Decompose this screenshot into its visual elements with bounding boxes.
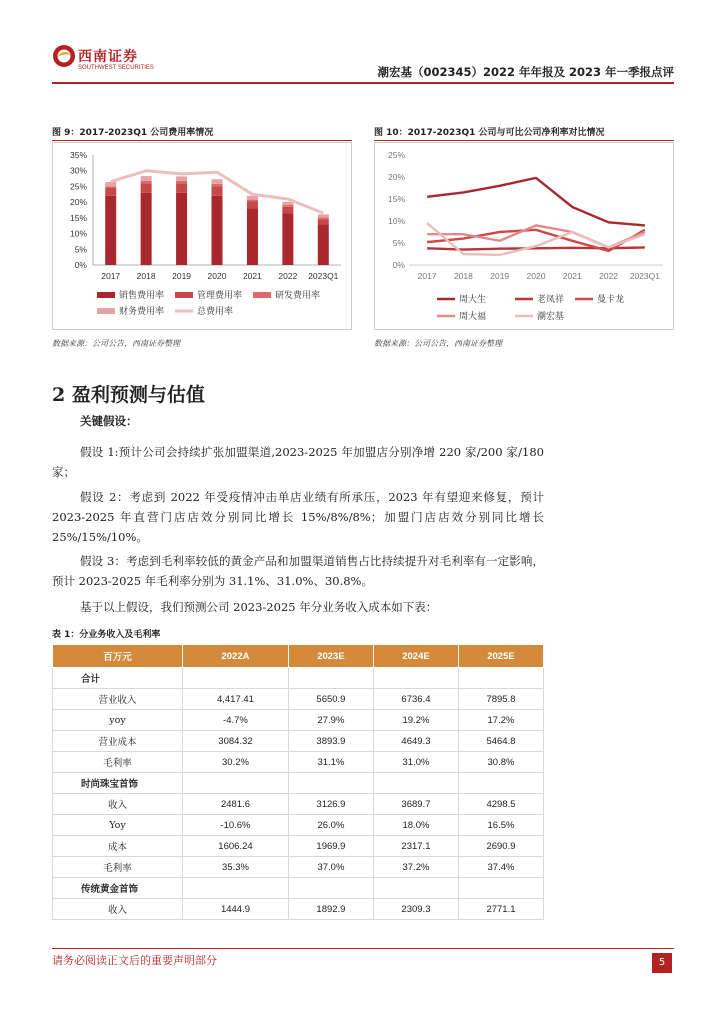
y-tick-label: 5% (392, 238, 405, 248)
table-row-label: 时尚珠宝首饰 (53, 773, 183, 794)
x-tick-label: 2019 (172, 271, 192, 281)
table-header-year: 2022A (183, 645, 289, 668)
legend-label: 周大福 (459, 311, 487, 321)
table-cell: 4649.3 (373, 731, 458, 752)
x-tick-label: 2022 (278, 271, 298, 281)
bar-segment (141, 181, 152, 184)
report-header-title: 潮宏基（002345）2022 年年报及 2023 年一季报点评 (377, 65, 674, 79)
table-cell: 1606.24 (183, 836, 289, 857)
table-cell: 37.4% (458, 857, 543, 878)
table-cell: 31.1% (288, 752, 373, 773)
page-number: 5 (652, 953, 672, 973)
table-row-label: 营业成本 (53, 731, 183, 752)
table-cell: 7895.8 (458, 689, 543, 710)
x-tick-label: 2020 (207, 271, 227, 281)
table-cell: 2771.1 (458, 899, 543, 920)
bar-segment (176, 181, 187, 184)
table-row (53, 857, 544, 878)
x-tick-label: 2020 (526, 271, 546, 281)
table-row-label: 毛利率 (53, 857, 183, 878)
table-group-row (53, 878, 544, 899)
bar-segment (105, 188, 116, 196)
table-group-row (53, 773, 544, 794)
table-group-row (53, 668, 544, 689)
table-cell (458, 878, 543, 899)
table-row-label: 毛利率 (53, 752, 183, 773)
table-row-label: 营业收入 (53, 689, 183, 710)
table-row (53, 731, 544, 752)
y-tick-label: 20% (69, 197, 87, 208)
figure9-source: 数据来源：公司公告，西南证券整理 (52, 339, 180, 348)
y-tick-label: 20% (387, 172, 405, 182)
table-cell: 19.2% (373, 710, 458, 731)
bar-segment (212, 196, 223, 265)
x-tick-label: 2023Q1 (629, 271, 660, 281)
logo-emblem-icon (52, 44, 76, 68)
section-title: 2 盈利预测与估值 (52, 384, 205, 406)
table-cell (288, 773, 373, 794)
bar-segment (282, 205, 293, 207)
header-divider (52, 82, 674, 84)
assumption-1: 假设 1:预计公司会持续扩张加盟渠道,2023-2025 年加盟店分别净增 220 家/200 家/180 家； (52, 445, 544, 479)
figure10-chart (374, 142, 674, 330)
table-cell (183, 773, 289, 794)
table-header-year: 2024E (373, 645, 458, 668)
legend-label: 财务费用率 (119, 306, 165, 316)
table-cell: 4298.5 (458, 794, 543, 815)
table-cell: 30.2% (183, 752, 289, 773)
x-tick-label: 2017 (417, 271, 437, 281)
bar-segment (318, 219, 329, 224)
x-tick-label: 2019 (490, 271, 510, 281)
table-cell: 2481.6 (183, 794, 289, 815)
table-cell: 3689.7 (373, 794, 458, 815)
table-cell (288, 878, 373, 899)
table-header-year: 2023E (288, 645, 373, 668)
table-row (53, 836, 544, 857)
x-tick-label: 2021 (242, 271, 262, 281)
assumption-3: 假设 3：考虑到毛利率较低的黄金产品和加盟渠道销售占比持续提升对毛利率有一定影响，预计 2023-2025 年毛利率分别为 31.1%、31.0%、30.8%。 (52, 554, 544, 588)
legend-label: 曼卡龙 (597, 294, 625, 304)
y-tick-label: 5% (74, 244, 87, 255)
bar-segment (318, 218, 329, 220)
figure10-rule (374, 140, 674, 141)
table-row-label: 收入 (53, 899, 183, 920)
table-header-unit: 百万元 (53, 645, 183, 668)
legend-swatch (175, 292, 193, 298)
table-row (53, 752, 544, 773)
table-row-label: 传统黄金首饰 (53, 878, 183, 899)
x-tick-label: 2021 (562, 271, 582, 281)
bar-segment (176, 193, 187, 265)
table-cell: 3126.9 (288, 794, 373, 815)
table-cell: 27.9% (288, 710, 373, 731)
table-cell: -4.7% (183, 710, 289, 731)
table-cell: 26.0% (288, 815, 373, 836)
figure10-source: 数据来源：公司公告，西南证券整理 (374, 339, 502, 348)
y-tick-label: 15% (387, 194, 405, 204)
table-row-label: Yoy (53, 815, 183, 836)
bar-segment (212, 186, 223, 195)
legend-swatch (97, 292, 115, 298)
table-cell: 2309.3 (373, 899, 458, 920)
table-row-label: 成本 (53, 836, 183, 857)
table-cell (183, 878, 289, 899)
bar-segment (247, 200, 258, 202)
bar-segment (212, 179, 223, 184)
y-tick-label: 0% (74, 260, 87, 270)
bar-segment (318, 224, 329, 265)
table-header-row (53, 645, 544, 668)
forecast-intro: 基于以上假设，我们预测公司 2023-2025 年分业务收入成本如下表： (80, 600, 438, 614)
table-row-label: 收入 (53, 794, 183, 815)
x-tick-label: 2018 (136, 271, 156, 281)
table-row (53, 794, 544, 815)
table-cell (458, 773, 543, 794)
table-cell (288, 668, 373, 689)
legend-label: 研发费用率 (275, 290, 321, 300)
y-tick-label: 25% (387, 150, 405, 160)
x-tick-label: 2023Q1 (308, 271, 339, 281)
legend-label: 管理费用率 (197, 290, 243, 300)
series-line (427, 178, 645, 226)
bar-segment (318, 214, 329, 217)
revenue-margin-table (52, 644, 544, 920)
bar-segment (105, 196, 116, 265)
table-row (53, 689, 544, 710)
table-cell: 2690.9 (458, 836, 543, 857)
legend-swatch (253, 292, 271, 298)
y-tick-label: 15% (69, 212, 87, 223)
table-cell: 18.0% (373, 815, 458, 836)
figure9-title: 图 9：2017-2023Q1 公司费用率情况 (52, 128, 214, 138)
key-assumptions-heading: 关键假设： (80, 414, 138, 428)
bar-segment (141, 193, 152, 265)
table-cell: 31.0% (373, 752, 458, 773)
table-cell: 1892.9 (288, 899, 373, 920)
y-tick-label: 0% (392, 260, 405, 270)
y-tick-label: 10% (69, 228, 87, 239)
table-cell: 3084.32 (183, 731, 289, 752)
table-cell: 2317.1 (373, 836, 458, 857)
legend-label: 周大生 (459, 294, 487, 304)
x-tick-label: 2018 (453, 271, 473, 281)
bar-segment (282, 207, 293, 213)
bar-segment (247, 208, 258, 265)
y-tick-label: 30% (69, 165, 87, 176)
bar-segment (212, 184, 223, 187)
table-cell (373, 773, 458, 794)
assumption-2: 假设 2：考虑到 2022 年受疫情冲击单店业绩有所承压，2023 年有望迎来修复，预计 2023-2025 年直营门店店效分别同比增长 15%/8%/8%；加盟门店店效分别同比增长 25%/15%/10%。 (52, 490, 544, 544)
x-tick-label: 2022 (599, 271, 619, 281)
table-row (53, 899, 544, 920)
table-cell (458, 668, 543, 689)
y-tick-label: 25% (69, 181, 87, 192)
y-tick-label: 35% (69, 150, 87, 160)
table-cell: 5650.9 (288, 689, 373, 710)
table-cell: 5464.8 (458, 731, 543, 752)
footer-divider (52, 948, 674, 949)
bar-segment (105, 186, 116, 188)
y-tick-label: 10% (387, 216, 405, 226)
table-cell: 35.3% (183, 857, 289, 878)
table-row-label: 合计 (53, 668, 183, 689)
figure9-chart (52, 142, 352, 330)
bar-segment (141, 183, 152, 192)
bar-segment (176, 176, 187, 180)
net-margin-chart (375, 143, 673, 329)
table-row-label: yoy (53, 710, 183, 731)
logo-chinese-name: 西南证券 (78, 49, 138, 65)
table-cell: 4,417.41 (183, 689, 289, 710)
table-row (53, 815, 544, 836)
table-cell: 30.8% (458, 752, 543, 773)
table-cell: 37.0% (288, 857, 373, 878)
table-cell (373, 878, 458, 899)
bar-segment (176, 183, 187, 192)
legend-label: 老凤祥 (537, 294, 565, 304)
table-title: 表 1：分业务收入及毛利率 (52, 630, 161, 640)
footer-disclaimer: 请务必阅读正文后的重要声明部分 (52, 954, 217, 967)
x-tick-label: 2017 (101, 271, 121, 281)
table-cell (373, 668, 458, 689)
company-logo (52, 42, 172, 82)
bar-segment (282, 202, 293, 205)
figure9-rule (52, 140, 352, 141)
table-cell (183, 668, 289, 689)
bar-segment (105, 182, 116, 186)
table-cell: -10.6% (183, 815, 289, 836)
bar-segment (247, 202, 258, 209)
figure10-title: 图 10：2017-2023Q1 公司与可比公司净利率对比情况 (374, 128, 605, 138)
legend-label: 潮宏基 (537, 311, 565, 321)
logo-english-name: SOUTHWEST SECURITIES (78, 65, 154, 71)
bar-segment (141, 176, 152, 181)
table-cell: 37.2% (373, 857, 458, 878)
table-row (53, 710, 544, 731)
table-body (53, 668, 544, 920)
table-cell: 3893.9 (288, 731, 373, 752)
table-cell: 6736.4 (373, 689, 458, 710)
table-cell: 17.2% (458, 710, 543, 731)
table-cell: 16.5% (458, 815, 543, 836)
bar-segment (247, 196, 258, 200)
table-cell: 1444.9 (183, 899, 289, 920)
table-cell: 1969.9 (288, 836, 373, 857)
legend-label: 销售费用率 (119, 290, 165, 300)
bar-segment (282, 213, 293, 265)
expense-ratio-chart (53, 143, 351, 329)
legend-swatch (97, 308, 115, 314)
legend-label: 总费用率 (197, 306, 234, 316)
table-header-year: 2025E (458, 645, 543, 668)
